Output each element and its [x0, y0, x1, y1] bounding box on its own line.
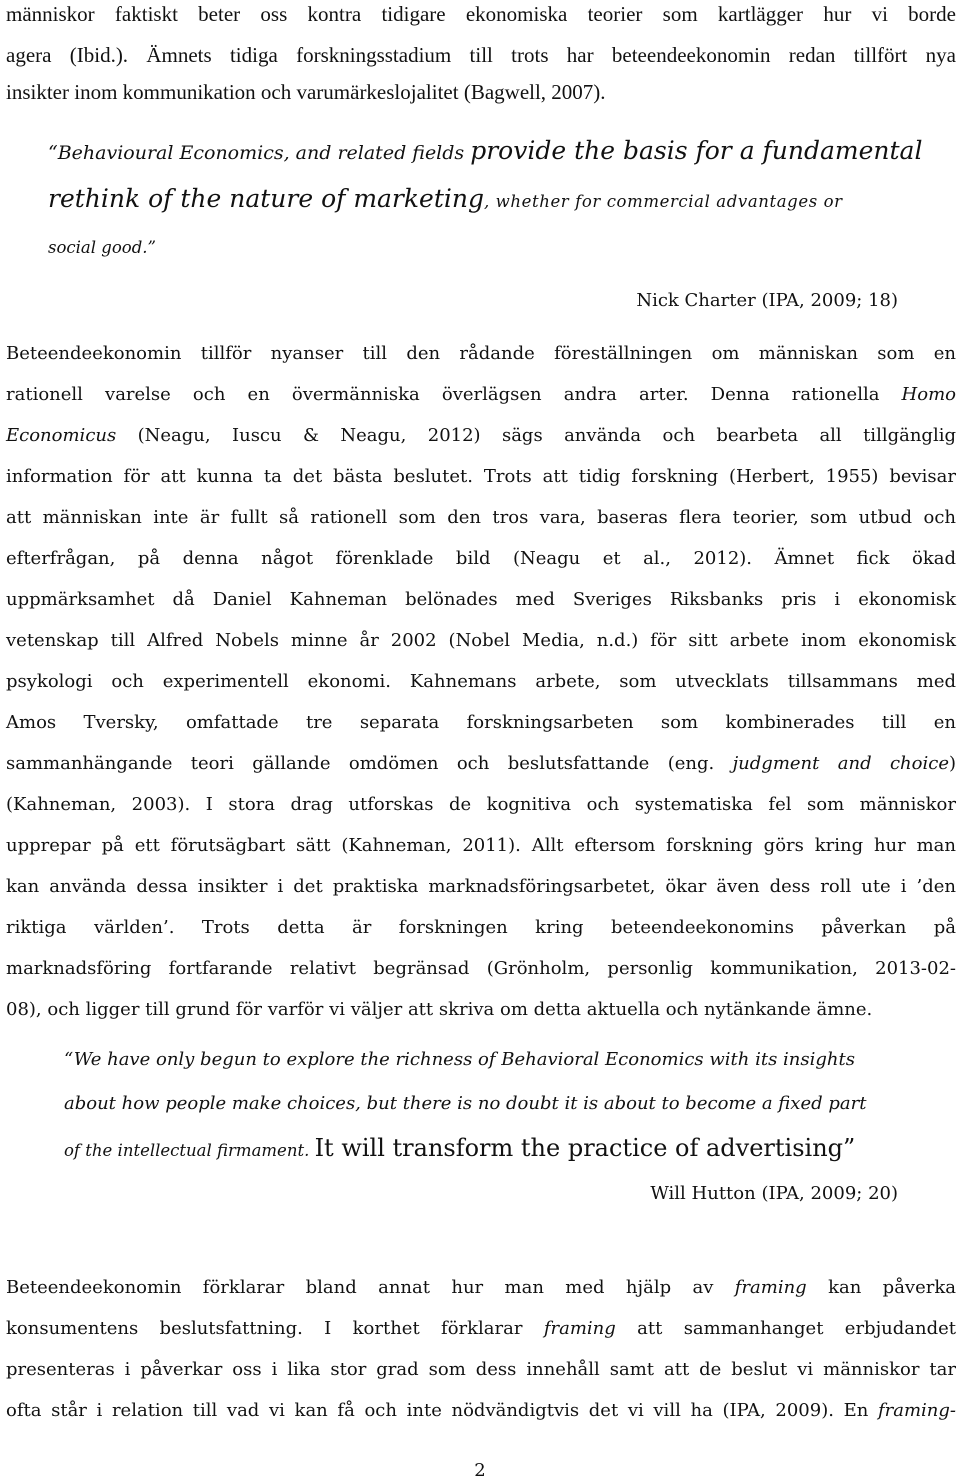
para3-line-3: presenteras i påverkar oss i lika stor grad som dess innehåll samt att de beslut vi människor tar	[6, 1359, 956, 1380]
quote2-line-3	[64, 1136, 898, 1160]
para2-line-10: Amos Tversky, omfattade tre separata forskningsarbeten som kombinerades till en	[6, 712, 956, 733]
para2-line-16: marknadsföring fortfarande relativt begränsad (Grönholm, personlig kommunikation, 2013-02-	[6, 958, 956, 979]
para2-line-11	[6, 755, 956, 773]
para2-line-15: riktiga världen’. Trots detta är forskningen kring beteendeekonomins påverkan på	[6, 917, 956, 938]
para3-line-4b: framing-	[877, 1400, 956, 1421]
intro-line-3: insikter inom kommunikation och varumärkeslojalitet (Bagwell, 2007).	[6, 80, 606, 104]
quote1-line-2	[48, 186, 918, 211]
quote1-line-3: social good.”	[48, 238, 156, 257]
page-number: 2	[474, 1460, 486, 1481]
para3-line-2	[6, 1320, 956, 1338]
para3-line-4a: ofta står i relation till vad vi kan få och inte nödvändigtvis det vi vill ha (IPA, 2009). En	[6, 1400, 878, 1421]
para2-line-14: kan använda dessa insikter i det praktiska marknadsföringsarbetet, ökar även dess roll ute i ’den	[6, 876, 956, 897]
quote1-line-1	[48, 136, 923, 165]
para2-line-12: (Kahneman, 2003). I stora drag utforskas de kognitiva och systematiska fel som människor	[6, 794, 956, 815]
para3-line-2c: att sammanhanget erbjudandet	[615, 1318, 957, 1339]
para2-line-9: psykologi och experimentell ekonomi. Kahnemans arbete, som utvecklats tillsammans med	[6, 671, 956, 692]
quote1-part-a: “Behavioural Economics, and related fields	[48, 142, 471, 164]
para2-line-3a: Economicus	[6, 425, 117, 446]
para2-line-7: uppmärksamhet då Daniel Kahneman belönades med Sveriges Riksbanks pris i ekonomisk	[6, 589, 956, 610]
para2-line-2b: Homo	[901, 384, 956, 405]
quote1-attribution: Nick Charter (IPA, 2009; 18)	[636, 290, 898, 311]
para2-line-11c: )	[948, 753, 957, 774]
para3-line-2a: konsumentens beslutsfattning. I korthet förklarar	[6, 1318, 544, 1339]
intro-line-2: agera (Ibid.). Ämnets tidiga forskningsstadium till trots har beteendeekonomin redan tillfört nya	[6, 43, 956, 67]
quote2-part-b: It will transform the practice of advertising”	[314, 1134, 856, 1162]
quote2-attribution: Will Hutton (IPA, 2009; 20)	[650, 1183, 898, 1204]
para2-line-6: efterfrågan, på denna något förenklade bild (Neagu et al., 2012). Ämnet fick ökad	[6, 548, 956, 569]
para2-line-1: Beteendeekonomin tillför nyanser till den rådande föreställningen om människan som en	[6, 343, 956, 364]
quote1-part-c: rethink of the nature of marketing	[48, 184, 484, 213]
para3-line-1a: Beteendeekonomin förklarar bland annat hur man med hjälp av	[6, 1277, 735, 1298]
para3-line-1c: kan påverka	[806, 1277, 956, 1298]
quote1-part-d: , whether for commercial advantages or	[483, 192, 843, 211]
quote2-part-a: of the intellectual firmament.	[64, 1141, 315, 1160]
para2-line-3	[6, 427, 956, 445]
para3-line-1b: framing	[734, 1277, 807, 1298]
para2-line-5: att människan inte är fullt så rationell som den tros vara, baseras flera teorier, som utbud och	[6, 507, 956, 528]
intro-line-1: människor faktiskt beter oss kontra tidigare ekonomiska teorier som kartlägger hur vi borde	[6, 2, 956, 26]
para2-line-2	[6, 386, 956, 404]
para2-line-17: 08), och ligger till grund för varför vi väljer att skriva om detta aktuella och nytänkande ämne.	[6, 999, 873, 1020]
para3-line-2b: framing	[543, 1318, 616, 1339]
quote1-part-b: provide the basis for a fundamental	[470, 136, 923, 165]
para2-line-8: vetenskap till Alfred Nobels minne år 2002 (Nobel Media, n.d.) för sitt arbete inom ekonomisk	[6, 630, 956, 651]
para2-line-4: information för att kunna ta det bästa beslutet. Trots att tidig forskning (Herbert, 1955) bevisar	[6, 466, 956, 487]
para2-line-11b: judgment and choice	[732, 753, 949, 774]
para2-line-11a: sammanhängande teori gällande omdömen och beslutsfattande (eng.	[6, 753, 733, 774]
quote2-line-2: about how people make choices, but there is no doubt it is about to become a fixed part	[64, 1093, 867, 1114]
quote2-line-1: “We have only begun to explore the richness of Behavioral Economics with its insights	[64, 1049, 855, 1070]
para3-line-1	[6, 1279, 956, 1297]
para2-line-2a: rationell varelse och en övermänniska överlägsen andra arter. Denna rationella	[6, 384, 902, 405]
para3-line-4	[6, 1402, 956, 1420]
para2-line-3b: (Neagu, Iuscu & Neagu, 2012) sägs använda och bearbeta all tillgänglig	[116, 425, 956, 446]
para2-line-13: upprepar på ett förutsägbart sätt (Kahneman, 2011). Allt eftersom forskning görs kring hur man	[6, 835, 956, 856]
